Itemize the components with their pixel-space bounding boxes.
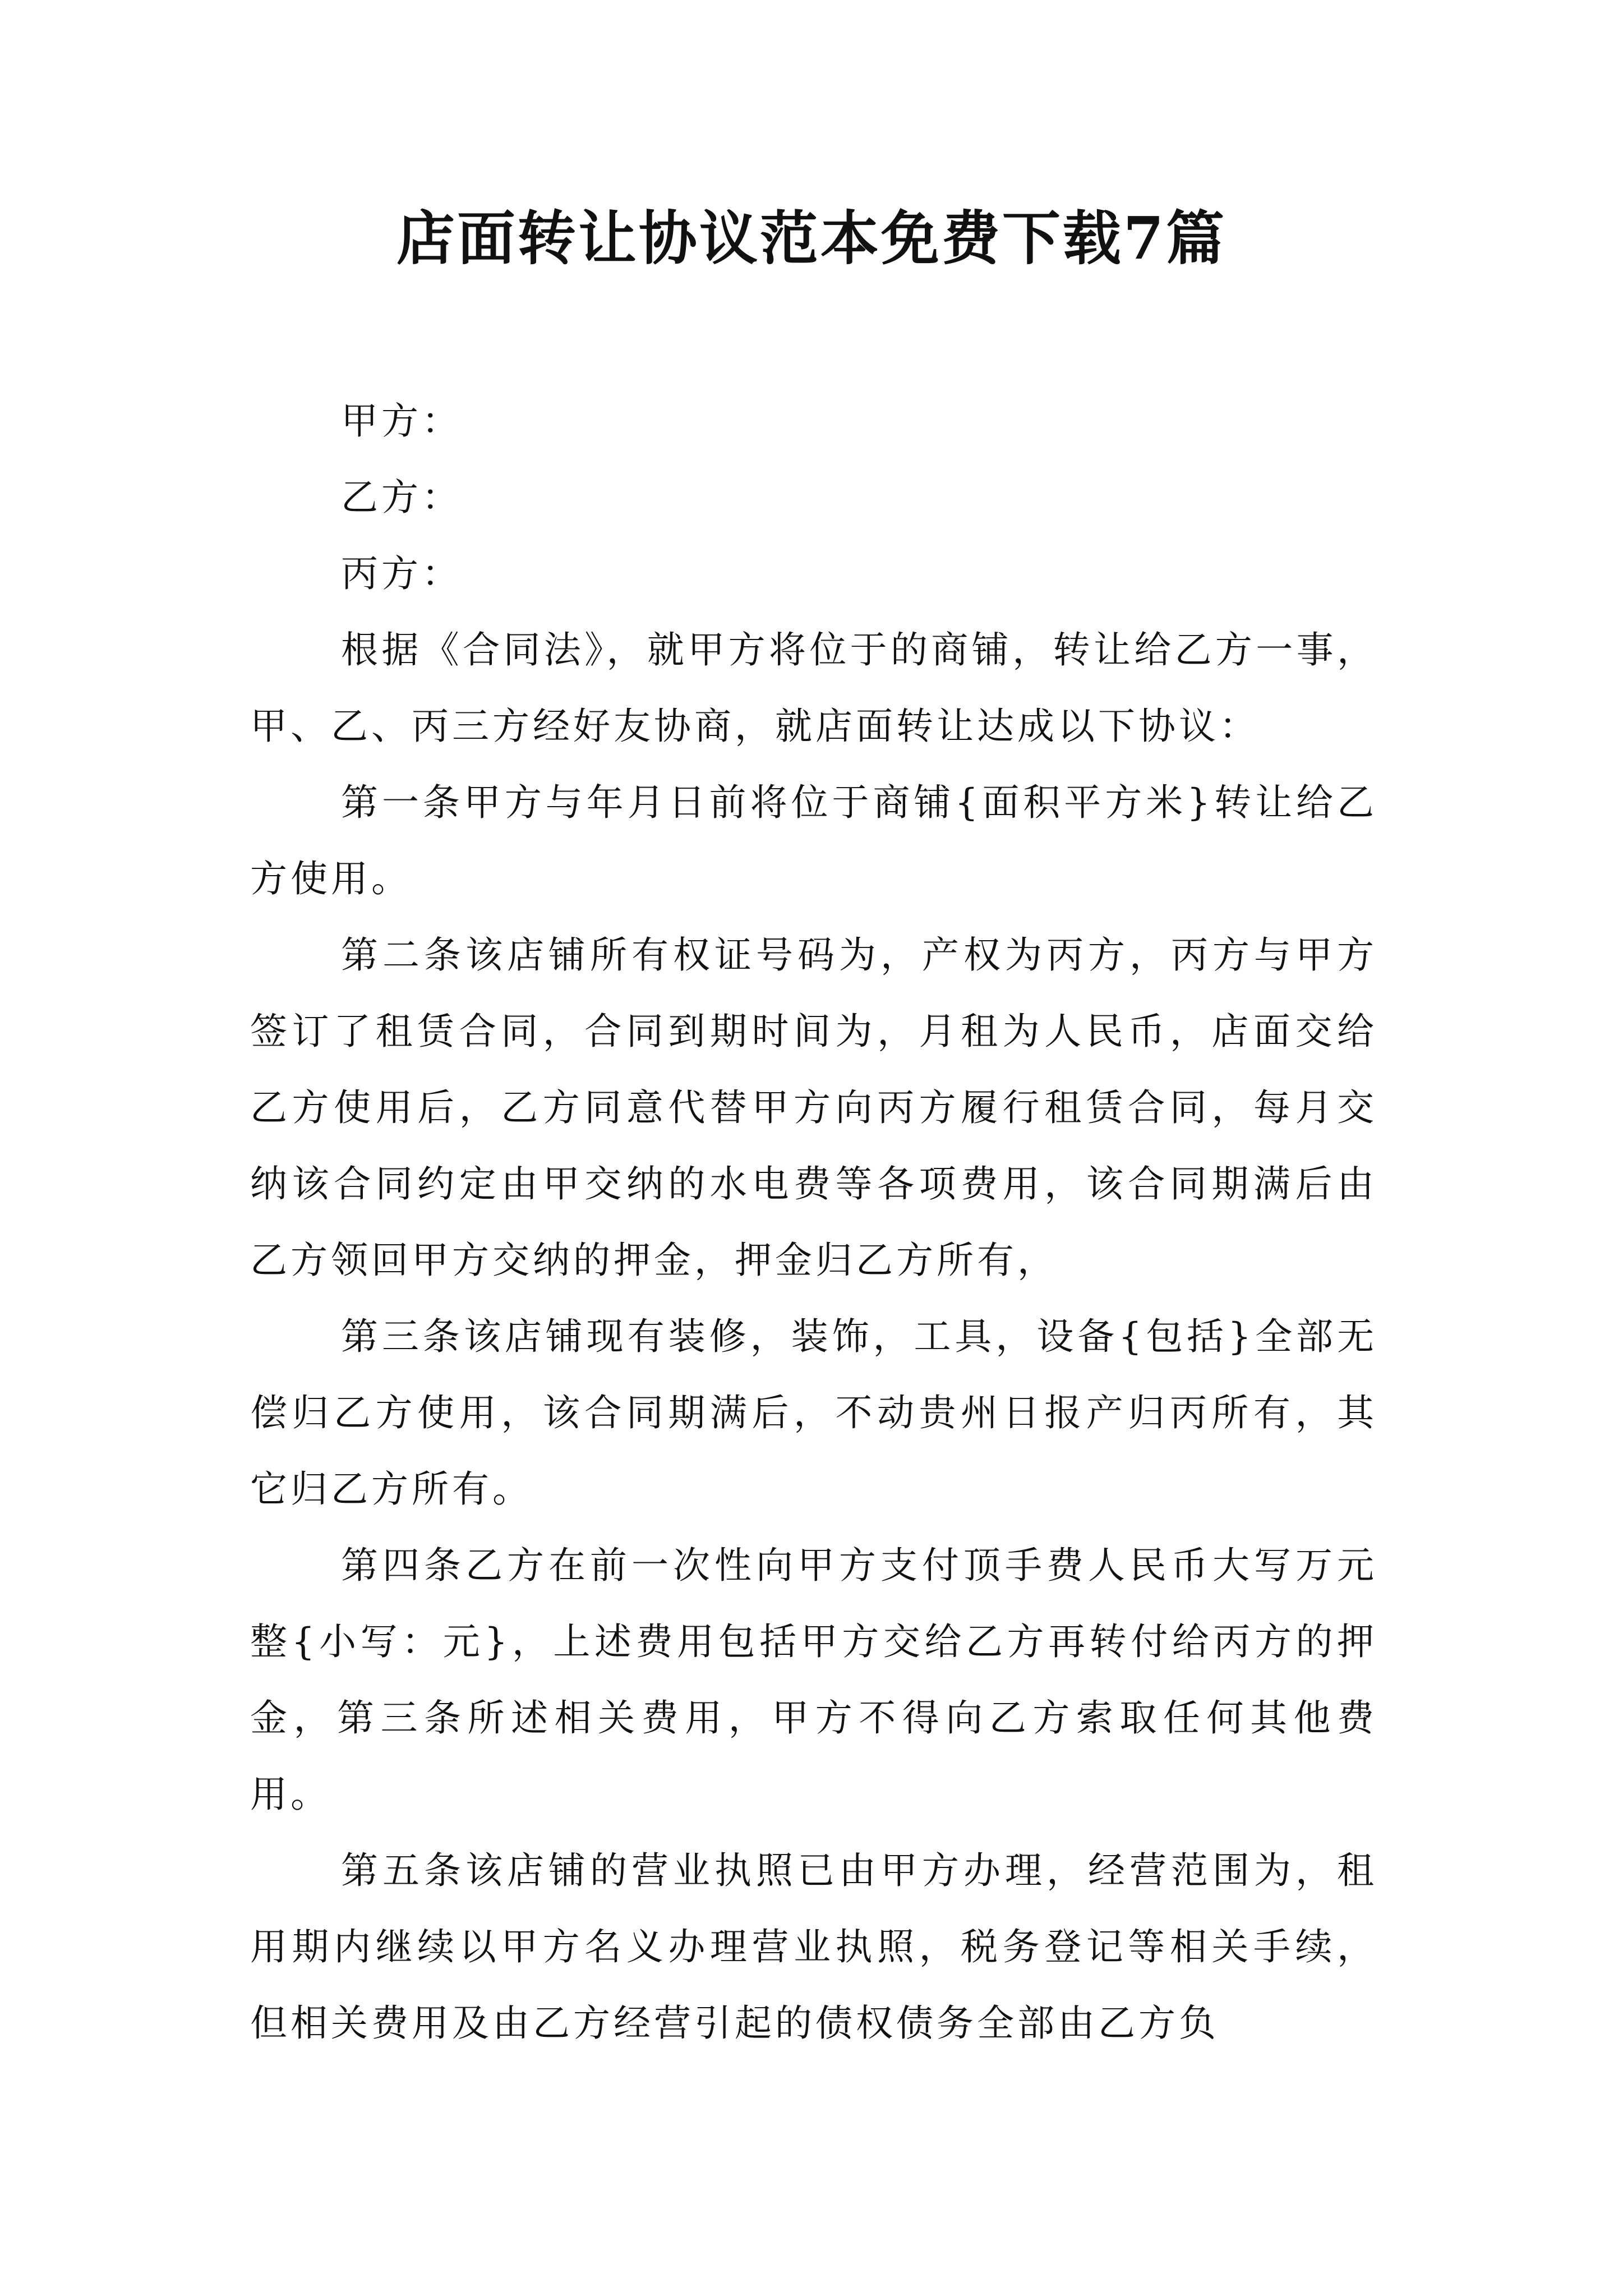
article-4-paragraph: 第四条乙方在前一次性向甲方支付顶手费人民币大写万元整{小写：元}，上述费用包括甲方交给乙方再转付给丙方的押金，第三条所述相关费用，甲方不得向乙方索取任何其他费用。: [250, 1544, 1377, 1816]
party-c-line: 丙方：: [341, 552, 462, 595]
party-a-line: 甲方：: [341, 399, 462, 443]
intro-paragraph: 根据《合同法》，就甲方将位于的商铺，转让给乙方一事，甲、乙、丙三方经好友协商，就店面转让达成以下协议：: [250, 628, 1377, 748]
article-3-paragraph: 第三条该店铺现有装修，装饰，工具，设备{包括}全部无偿归乙方使用，该合同期满后，不动贵州日报产归丙所有，其它归乙方所有。: [250, 1315, 1377, 1511]
article-5-paragraph: 第五条该店铺的营业执照已由甲方办理，经营范围为，租用期内继续以甲方名义办理营业执照，税务登记等相关手续，但相关费用及由乙方经营引起的债权债务全部由乙方负: [250, 1849, 1377, 2045]
document-title: 店面转让协议范本免费下载7篇: [396, 204, 1227, 273]
party-b-line: 乙方：: [341, 476, 462, 519]
article-1-paragraph: 第一条甲方与年月日前将位于商铺{面积平方米}转让给乙方使用。: [250, 781, 1377, 900]
document-body: [250, 383, 1377, 2062]
article-2-paragraph: 第二条该店铺所有权证号码为，产权为丙方，丙方与甲方签订了租赁合同，合同到期时间为，月租为人民币，店面交给乙方使用后，乙方同意代替甲方向丙方履行租赁合同，每月交纳该合同约定由甲交纳的水电费等各项费用，该合同期满后由乙方领回甲方交纳的押金，押金归乙方所有，: [250, 933, 1377, 1282]
